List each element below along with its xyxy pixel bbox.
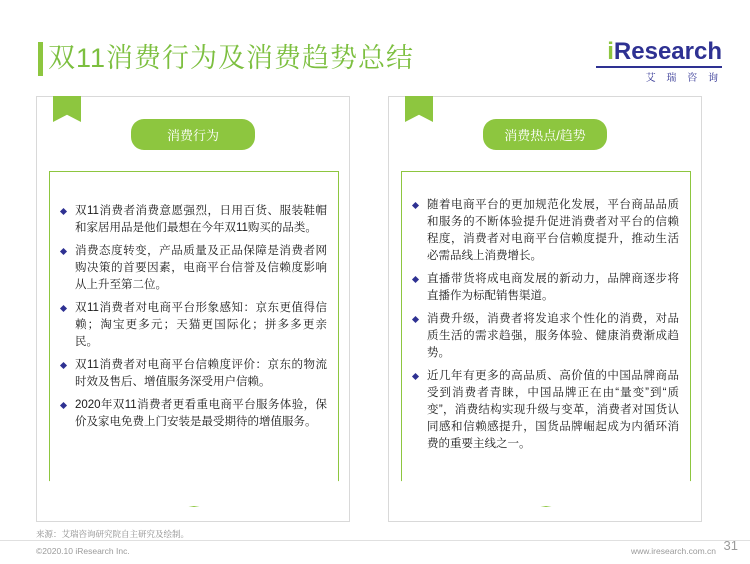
iresearch-logo	[582, 38, 722, 84]
copyright-text: ©2020.10 iResearch Inc.	[36, 546, 130, 556]
logo-subtitle: 艾 瑞 咨 询	[645, 73, 722, 84]
list-item: 近几年有更多的高品质、高价值的中国品牌商品受到消费者青睐，中国品牌正在由“量变”到“质变”，消费结构实现升级与变革，消费者对国货认同感和信赖感提升，国货品牌崛起成为内循环消费的重要主线之一。	[413, 368, 679, 453]
slide-header	[0, 0, 750, 96]
logo-wordmark	[607, 38, 722, 66]
list-item: 消费态度转变，产品质量及正品保障是消费者网购决策的首要因素，电商平台信誉及信赖度影响从上升至第二位。	[61, 243, 327, 294]
list-item: 双11消费者消费意愿强烈，日用百货、服装鞋帽和家居用品是他们最想在今年双11购买的品类。	[61, 203, 327, 237]
logo-i-letter: i	[607, 38, 614, 65]
page-title: 双11消费行为及消费趋势总结	[48, 43, 415, 73]
panel-consumer-behavior	[36, 96, 350, 522]
page-number: 31	[723, 538, 738, 553]
bullet-list-right	[413, 197, 679, 459]
list-item: 双11消费者对电商平台形象感知：京东更值得信赖；淘宝更多元；天猫更国际化；拼多多更亲民。	[61, 300, 327, 351]
panel-consumer-trends	[388, 96, 702, 522]
panel-heading-right: 消费热点/趋势	[483, 119, 607, 150]
source-note: 来源：艾瑞咨询研究院自主研究及绘制。	[36, 529, 190, 539]
ribbon-tag-icon	[53, 96, 81, 122]
title-accent-bar	[38, 42, 43, 76]
bullet-list-left	[61, 203, 327, 437]
list-item: 2020年双11消费者更看重电商平台服务体验，保价及家电免费上门安装是最受期待的增值服务。	[61, 397, 327, 431]
list-item: 双11消费者对电商平台信赖度评价：京东的物流时效及售后、增值服务深受用户信赖。	[61, 357, 327, 391]
ribbon-tag-icon	[405, 96, 433, 122]
website-url: www.iresearch.com.cn	[630, 546, 716, 556]
list-item: 消费升级，消费者将发追求个性化的消费，对品质生活的需求趋强，服务体验、健康消费渐成趋势。	[413, 311, 679, 362]
logo-research-text: Research	[613, 38, 722, 65]
list-item: 随着电商平台的更加规范化发展，平台商品品质和服务的不断体验提升促进消费者对平台的信赖程度，消费者对电商平台信赖度提升，推动生活必需品线上消费增长。	[413, 197, 679, 265]
logo-underline	[596, 66, 722, 68]
list-item: 直播带货将成电商发展的新动力，品牌商逐步将直播作为标配销售渠道。	[413, 271, 679, 305]
panel-heading-left: 消费行为	[131, 119, 255, 150]
